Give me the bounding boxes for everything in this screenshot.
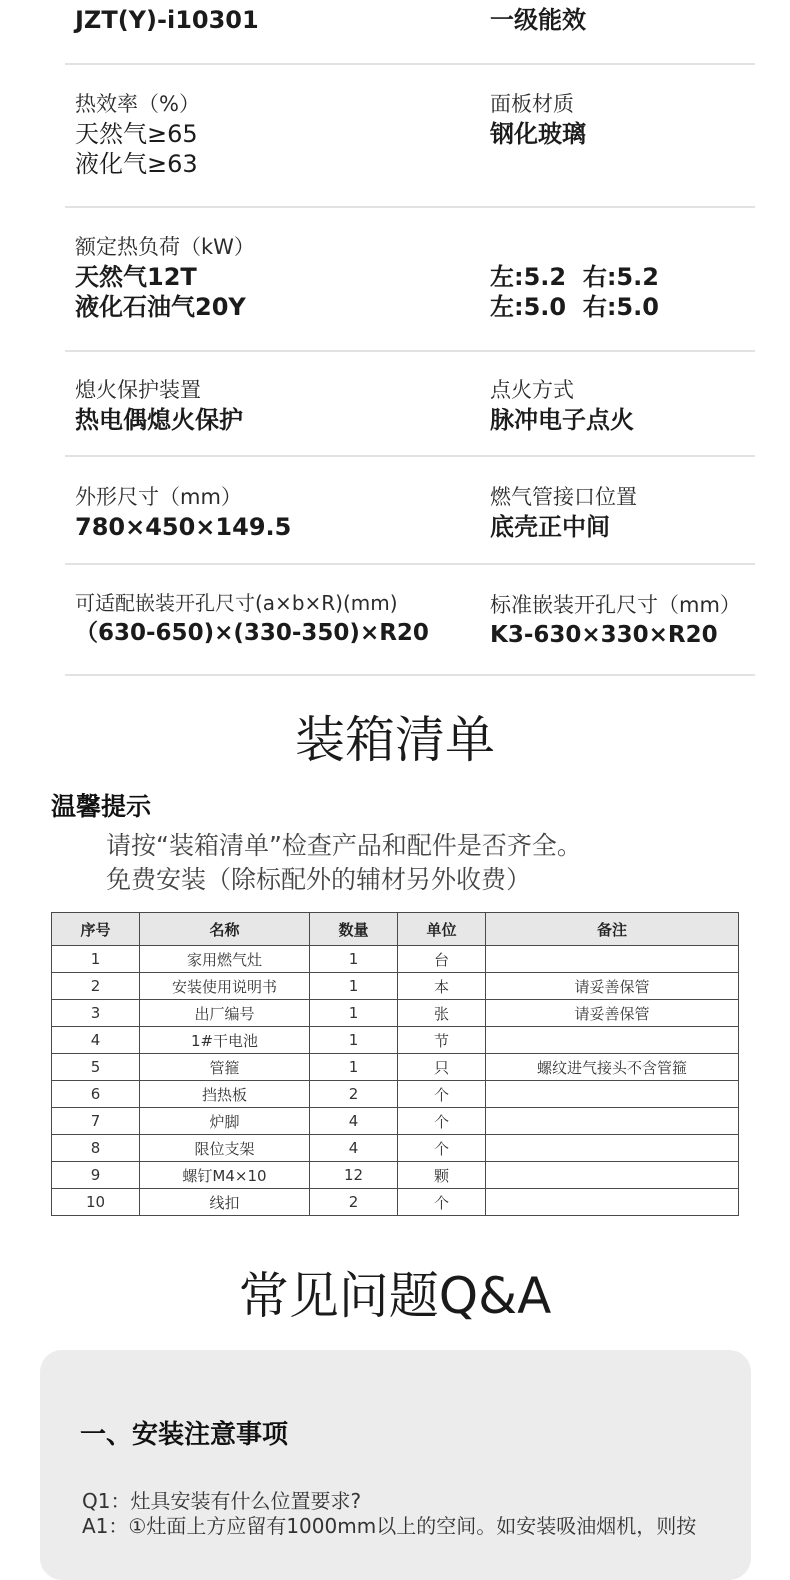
cell-name: 安装使用说明书	[140, 973, 310, 1000]
table-row	[52, 1162, 739, 1189]
cell-quantity: 4	[310, 1108, 398, 1135]
model-number: JZT(Y)-i10301	[75, 6, 259, 34]
cell-name: 出厂编号	[140, 1000, 310, 1027]
standard-cutout-label: 标准嵌装开孔尺寸（mm）	[490, 593, 741, 617]
cell-index: 7	[52, 1108, 140, 1135]
cell-unit: 个	[398, 1108, 486, 1135]
cell-unit: 只	[398, 1054, 486, 1081]
table-row	[52, 1000, 739, 1027]
cell-index: 8	[52, 1135, 140, 1162]
flameout-protection-label: 熄火保护装置	[75, 378, 201, 402]
cell-remark: 螺纹进气接头不含管箍	[486, 1054, 739, 1081]
thermal-efficiency-ng: 天然气≥65	[75, 120, 198, 148]
adaptable-cutout-value: （630-650)×(330-350)×R20	[75, 620, 429, 646]
header-name: 名称	[140, 913, 310, 946]
cell-name: 挡热板	[140, 1081, 310, 1108]
cell-index: 1	[52, 946, 140, 973]
cell-quantity: 1	[310, 1027, 398, 1054]
spec-row-model	[65, 0, 755, 65]
header-quantity: 数量	[310, 913, 398, 946]
cell-unit: 节	[398, 1027, 486, 1054]
header-remark: 备注	[486, 913, 739, 946]
faq-title: 常见问题Q&A	[238, 1267, 552, 1325]
cell-name: 炉脚	[140, 1108, 310, 1135]
table-row	[52, 1108, 739, 1135]
spec-row-cutout	[65, 565, 755, 676]
heat-load-lpg-values: 左:5.0 右:5.0	[490, 293, 659, 321]
tips-line-check: 请按“装箱清单”检查产品和配件是否齐全。	[106, 831, 582, 860]
cell-name: 限位支架	[140, 1135, 310, 1162]
tips-title: 温馨提示	[51, 792, 152, 821]
cell-unit: 台	[398, 946, 486, 973]
cell-unit: 张	[398, 1000, 486, 1027]
cell-quantity: 1	[310, 946, 398, 973]
cell-quantity: 1	[310, 1054, 398, 1081]
packing-table	[51, 912, 739, 1216]
cell-quantity: 1	[310, 1000, 398, 1027]
cell-quantity: 2	[310, 1081, 398, 1108]
heat-load-lpg: 液化石油气20Y	[75, 293, 246, 321]
cell-quantity: 4	[310, 1135, 398, 1162]
cell-name: 管箍	[140, 1054, 310, 1081]
adaptable-cutout-label: 可适配嵌装开孔尺寸(a×b×R)(mm)	[75, 591, 398, 615]
table-row	[52, 1135, 739, 1162]
cell-unit: 个	[398, 1081, 486, 1108]
cell-index: 6	[52, 1081, 140, 1108]
packing-list-title: 装箱清单	[295, 711, 495, 769]
cell-index: 3	[52, 1000, 140, 1027]
cell-index: 4	[52, 1027, 140, 1054]
cell-remark	[486, 1135, 739, 1162]
cell-name: 1#干电池	[140, 1027, 310, 1054]
thermal-efficiency-lpg: 液化气≥63	[75, 150, 198, 178]
cell-unit: 本	[398, 973, 486, 1000]
ignition-method-label: 点火方式	[490, 378, 574, 402]
cell-name: 螺钉M4×10	[140, 1162, 310, 1189]
cell-index: 5	[52, 1054, 140, 1081]
cell-remark	[486, 1081, 739, 1108]
cell-index: 10	[52, 1189, 140, 1216]
spec-row-thermal	[65, 65, 755, 208]
panel-material-label: 面板材质	[490, 92, 574, 116]
cell-remark: 请妥善保管	[486, 1000, 739, 1027]
dimensions-value: 780×450×149.5	[75, 513, 292, 541]
heat-load-ng-values: 左:5.2 右:5.2	[490, 263, 659, 291]
cell-unit: 颗	[398, 1162, 486, 1189]
header-unit: 单位	[398, 913, 486, 946]
gas-inlet-position-value: 底壳正中间	[490, 513, 610, 541]
cell-quantity: 2	[310, 1189, 398, 1216]
faq-question-1: Q1：灶具安装有什么位置要求?	[82, 1489, 362, 1513]
flameout-protection-value: 热电偶熄火保护	[75, 406, 243, 434]
cell-remark: 请妥善保管	[486, 973, 739, 1000]
cell-remark	[486, 1027, 739, 1054]
dimensions-label: 外形尺寸（mm）	[75, 485, 242, 509]
table-row	[52, 1189, 739, 1216]
cell-index: 2	[52, 973, 140, 1000]
standard-cutout-value: K3-630×330×R20	[490, 622, 718, 648]
table-row	[52, 973, 739, 1000]
panel-material-value: 钢化玻璃	[490, 120, 586, 148]
table-row	[52, 1027, 739, 1054]
table-row	[52, 1081, 739, 1108]
table-row	[52, 1054, 739, 1081]
spec-row-protection	[65, 352, 755, 457]
cell-name: 线扣	[140, 1189, 310, 1216]
cell-remark	[486, 946, 739, 973]
cell-unit: 个	[398, 1189, 486, 1216]
cell-quantity: 12	[310, 1162, 398, 1189]
table-row	[52, 946, 739, 973]
tips-line-install: 免费安装（除标配外的辅材另外收费）	[106, 865, 532, 894]
cell-quantity: 1	[310, 973, 398, 1000]
cell-remark	[486, 1108, 739, 1135]
packing-table-header	[52, 913, 739, 946]
heat-load-ng: 天然气12T	[75, 263, 197, 291]
cell-unit: 个	[398, 1135, 486, 1162]
cell-name: 家用燃气灶	[140, 946, 310, 973]
thermal-efficiency-label: 热效率（%）	[75, 92, 200, 116]
gas-inlet-position-label: 燃气管接口位置	[490, 485, 637, 509]
cell-remark	[486, 1189, 739, 1216]
faq-section-heading: 一、安装注意事项	[80, 1420, 289, 1450]
ignition-method-value: 脉冲电子点火	[490, 406, 634, 434]
cell-index: 9	[52, 1162, 140, 1189]
header-index: 序号	[52, 913, 140, 946]
cell-remark	[486, 1162, 739, 1189]
spec-row-heat-load	[65, 208, 755, 352]
energy-grade: 一级能效	[490, 6, 586, 34]
faq-answer-1: A1：①灶面上方应留有1000mm以上的空间。如安装吸油烟机，则按	[82, 1514, 697, 1538]
faq-box	[40, 1350, 751, 1580]
heat-load-label: 额定热负荷（kW）	[75, 235, 255, 259]
spec-row-dimensions	[65, 457, 755, 565]
